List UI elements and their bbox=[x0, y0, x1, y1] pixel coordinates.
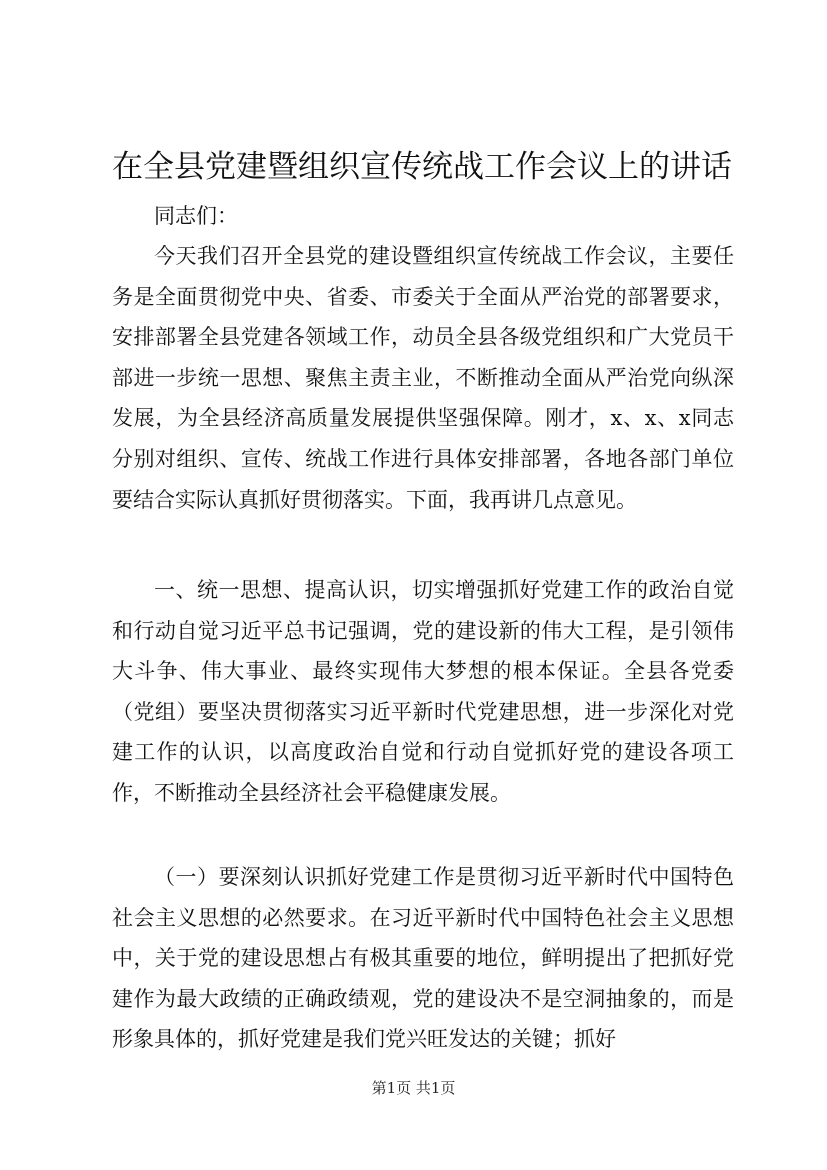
paragraph-subsection-one bbox=[112, 857, 734, 1060]
paragraph-text: 一、统一思想、提高认识，切实增强抓好党建工作的政治自觉和行动自觉习近平总书记强调，党的建设新的伟大工程，是引领伟大斗争、伟大事业、最终实现伟大梦想的根本保证。全县各党委（党组）要坚决贯彻落实习近平新时代党建思想，进一步深化对党建工作的认识，以高度政治自觉和行动自觉抓好党的建设各项工作，不断推动全县经济社会平稳健康发展。 bbox=[112, 578, 734, 805]
salutation: 同志们： bbox=[154, 204, 238, 228]
paragraph-text: 今天我们召开全县党的建设暨组织宣传统战工作会议，主要任务是全面贯彻党中央、省委、市委关于全面从严治党的部署要求，安排部署全县党建各领域工作，动员全县各级党组织和广大党员干部进一步统一思想、聚焦主责主业，不断推动全面从严治党向纵深发展，为全县经济高质量发展提供坚强保障。刚才，x、x、x同志分别对组织、宣传、统战工作进行具体安排部署，各地各部门单位要结合实际认真抓好贯彻落实。下面，我再讲几点意见。 bbox=[112, 244, 734, 512]
paragraph-intro bbox=[112, 236, 734, 520]
paragraph-text: （一）要深刻认识抓好党建工作是贯彻习近平新时代中国特色社会主义思想的必然要求。在习近平新时代中国特色社会主义思想中，关于党的建设思想占有极其重要的地位，鲜明提出了把抓好党建作为最大政绩的正确政绩观，党的建设决不是空洞抽象的，而是形象具体的，抓好党建是我们党兴旺发达的关键；抓好 bbox=[112, 865, 734, 1052]
document-title: 在全县党建暨组织宣传统战工作会议上的讲话 bbox=[112, 149, 732, 185]
paragraph-section-one bbox=[112, 570, 734, 814]
page-footer: 第1页 共1页 bbox=[371, 1079, 456, 1097]
